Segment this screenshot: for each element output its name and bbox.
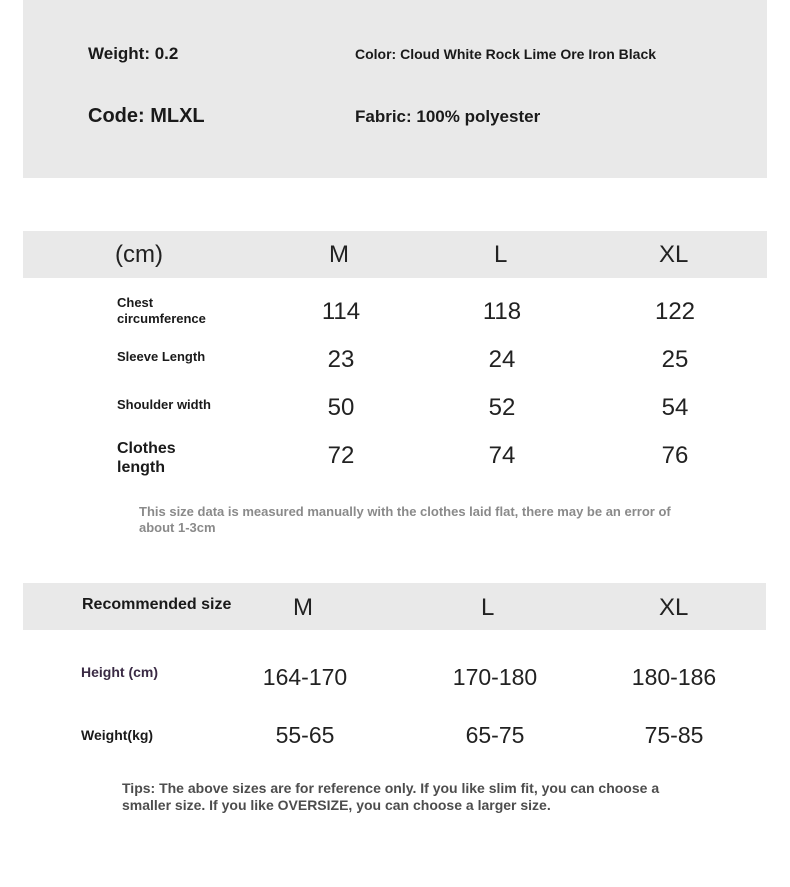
recommended-size-title: Recommended size — [82, 596, 232, 613]
length-l-value: 74 — [488, 442, 516, 469]
weight-m-value: 55-65 — [275, 722, 335, 748]
chest-m-value: 114 — [321, 298, 361, 325]
row-label-weight: Weight(kg) — [81, 727, 154, 743]
product-color: Color: Cloud White Rock Lime Ore Iron Black — [355, 46, 657, 62]
row-label-sleeve: Sleeve Length — [117, 349, 206, 364]
length-xl-value: 76 — [661, 442, 689, 469]
shoulder-l-value: 52 — [488, 394, 516, 421]
shoulder-m-value: 50 — [327, 394, 355, 421]
size-chart-header-l: L — [494, 241, 508, 268]
chest-l-value: 118 — [482, 298, 522, 325]
product-weight: Weight: 0.2 — [88, 44, 179, 63]
product-code: Code: MLXL — [88, 105, 205, 127]
measurement-note: This size data is measured manually with the clothes laid flat, there may be an error of about 1-3cm — [139, 504, 671, 535]
height-m-value: 164-170 — [262, 664, 348, 690]
sleeve-xl-value: 25 — [661, 346, 689, 373]
row-label-length: Clothes length — [117, 440, 176, 476]
weight-xl-value: 75-85 — [644, 722, 704, 748]
size-chart-header-m: M — [329, 241, 349, 268]
height-xl-value: 180-186 — [631, 664, 717, 690]
size-chart-unit-header: (cm) — [115, 241, 163, 268]
sleeve-l-value: 24 — [488, 346, 516, 373]
size-chart-header-xl: XL — [659, 241, 689, 268]
row-label-shoulder: Shoulder width — [117, 397, 211, 412]
recommended-header-m: M — [293, 594, 313, 621]
length-m-value: 72 — [327, 442, 355, 469]
row-label-height: Height (cm) — [81, 664, 158, 680]
chest-xl-value: 122 — [654, 298, 696, 325]
row-label-chest: Chest circumference — [117, 295, 206, 326]
product-fabric: Fabric: 100% polyester — [355, 107, 541, 126]
recommended-header-xl: XL — [659, 594, 689, 621]
height-l-value: 170-180 — [452, 664, 538, 690]
weight-l-value: 65-75 — [465, 722, 525, 748]
shoulder-xl-value: 54 — [661, 394, 689, 421]
sleeve-m-value: 23 — [327, 346, 355, 373]
product-info-panel — [23, 0, 767, 178]
size-tips: Tips: The above sizes are for reference only. If you like slim fit, you can choose a smaller size. If you like OVERSIZE, you can choose a larger size. — [122, 780, 660, 813]
recommended-header-l: L — [481, 594, 495, 621]
